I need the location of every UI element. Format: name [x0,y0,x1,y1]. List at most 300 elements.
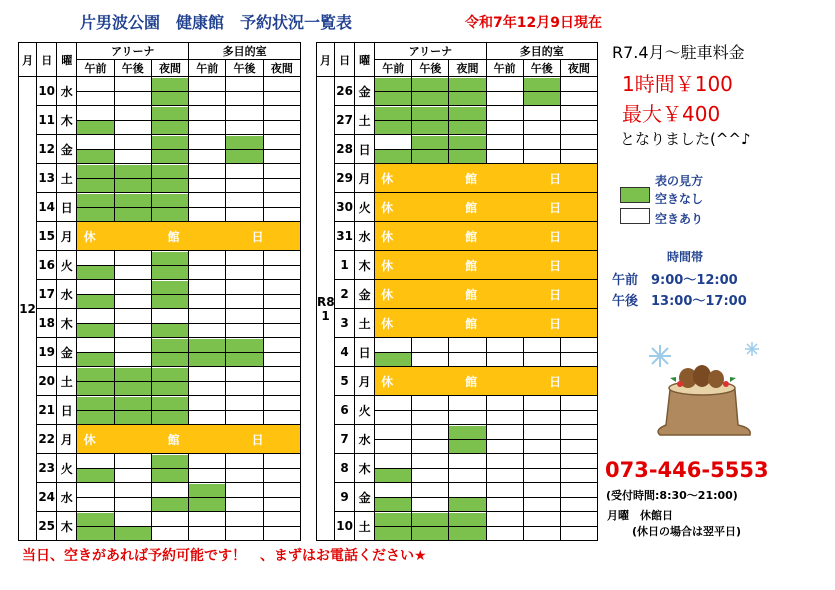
weekday-cell: 水 [57,280,77,309]
slot-open [561,120,597,134]
table-row [19,106,301,135]
slot-cell [77,512,114,541]
slot-open [189,78,225,91]
slot-open [189,120,225,134]
table-row [19,164,301,193]
slot-full [524,78,560,91]
slot-full [77,265,113,279]
schedule-body [317,77,598,541]
slot-full [152,381,188,395]
schedule-body [19,77,301,541]
slot-open [487,397,523,410]
slot-open [375,136,411,149]
slot-cell [189,512,226,541]
as-of-date: 令和7年12月9日現在 [465,15,602,31]
slot-open [487,526,523,540]
slot-open [449,352,485,366]
slot-full [375,120,411,134]
closed-day-subnote: (休日の場合は翌平日) [632,525,742,538]
slot-open [264,339,300,352]
slot-cell [523,106,560,135]
parking-fee-max: 最大￥400 [622,102,721,126]
slot-cell [263,367,300,396]
slot-cell [226,338,263,367]
slot-cell [189,164,226,193]
slot-open [264,410,300,424]
slot-open [561,78,597,91]
slot-full [152,252,188,265]
table-row [19,367,301,396]
slot-full [77,294,113,308]
table-row [317,135,598,164]
slot-open [412,455,448,468]
slot-open [189,149,225,163]
slot-full [375,497,411,511]
header-am: 午前 [375,60,412,77]
header-day: 日 [335,43,355,77]
slot-open [487,339,523,352]
slot-open [226,78,262,91]
slot-full [115,178,151,192]
slot-cell [523,396,560,425]
slot-full [115,526,151,540]
slot-cell [114,454,151,483]
slot-cell [486,396,523,425]
slot-full [375,107,411,120]
slot-cell [263,135,300,164]
slot-cell [114,338,151,367]
slot-open [412,339,448,352]
slot-open [226,397,262,410]
slot-open [264,381,300,395]
slot-full [77,397,113,410]
slot-open [226,207,262,221]
legend-title: 表の見方 [655,174,704,188]
phone-number[interactable]: 073-446-5553 [605,458,769,482]
weekday-cell: 金 [355,77,375,106]
slot-cell [486,106,523,135]
table-row [317,396,598,425]
slot-open [524,526,560,540]
header-multi: 多目的室 [486,43,597,60]
day-cell: 8 [335,454,355,483]
weekday-cell: 水 [355,222,375,251]
slot-cell [263,164,300,193]
slot-cell [77,483,114,512]
slot-open [487,468,523,482]
slot-open [524,497,560,511]
slot-cell [114,77,151,106]
slot-open [226,484,262,497]
slot-cell [560,106,597,135]
parking-fee-hourly: 1時間￥100 [622,72,733,96]
slot-open [264,265,300,279]
slot-cell [523,512,560,541]
weekday-cell: 月 [57,425,77,454]
slot-cell [189,483,226,512]
table-row [317,77,598,106]
slot-cell [375,106,412,135]
slot-cell [226,280,263,309]
slot-cell [114,396,151,425]
slot-cell [375,77,412,106]
header-weekday: 曜 [355,43,375,77]
slot-cell [226,512,263,541]
slot-open [226,194,262,207]
slot-cell [77,106,114,135]
table-row [19,251,301,280]
slot-cell [151,454,188,483]
slot-full [77,149,113,163]
slot-open [264,136,300,149]
slot-open [524,426,560,439]
legend-empty-swatch [620,208,650,224]
weekday-cell: 木 [57,106,77,135]
slot-open [226,91,262,105]
table-row [19,338,301,367]
slot-full [115,165,151,178]
weekday-cell: 木 [355,251,375,280]
slot-open [152,310,188,323]
slot-cell [226,77,263,106]
slot-open [524,410,560,424]
slot-open [152,526,188,540]
slot-open [115,265,151,279]
slot-open [487,352,523,366]
slot-open [189,207,225,221]
slot-open [115,323,151,337]
slot-cell [375,425,412,454]
table-row [19,512,301,541]
slot-full [152,339,188,352]
day-cell: 13 [37,164,57,193]
slot-full [189,484,225,497]
day-cell: 18 [37,309,57,338]
slot-open [189,513,225,526]
slot-cell [151,338,188,367]
slot-full [77,323,113,337]
slot-open [561,468,597,482]
slot-open [189,136,225,149]
slot-full [77,526,113,540]
slot-open [412,397,448,410]
day-cell: 27 [335,106,355,135]
day-cell: 14 [37,193,57,222]
slot-open [115,78,151,91]
header-arena: アリーナ [77,43,189,60]
closed-day-cell: 休 館 日 [375,193,598,222]
weekday-cell: 月 [57,222,77,251]
slot-open [264,513,300,526]
slot-open [264,484,300,497]
slot-open [412,426,448,439]
slot-cell [560,425,597,454]
schedule-table-january [316,42,598,541]
slot-open [226,526,262,540]
slot-full [412,107,448,120]
slot-open [189,178,225,192]
slot-open [561,455,597,468]
slot-full [375,78,411,91]
snowflake-icon [745,342,759,356]
slot-open [561,513,597,526]
slot-cell [486,338,523,367]
slot-open [561,91,597,105]
header-month: 月 [317,43,335,77]
slot-cell [189,309,226,338]
slot-full [77,120,113,134]
slot-open [226,281,262,294]
slot-open [412,410,448,424]
header-am: 午前 [77,60,114,77]
slot-cell [189,367,226,396]
slot-cell [189,396,226,425]
slot-open [375,410,411,424]
closed-day-cell: 休 館 日 [375,251,598,280]
slot-open [115,107,151,120]
slot-full [152,91,188,105]
header-night: 夜間 [151,60,188,77]
slot-cell [375,396,412,425]
schedule-table-december [18,42,301,541]
day-cell: 29 [335,164,355,193]
header-night: 夜間 [449,60,486,77]
slot-open [189,310,225,323]
slot-cell [412,454,449,483]
slot-full [152,165,188,178]
slot-full [375,468,411,482]
slot-open [115,484,151,497]
month-cell: R8 1 [317,77,335,541]
slot-open [226,107,262,120]
footer-note: 当日、空きがあれば予約可能です！ 、まずはお電話ください★ [22,548,427,564]
slot-cell [114,193,151,222]
table-row [19,483,301,512]
slot-open [264,497,300,511]
slot-cell [486,512,523,541]
slot-open [561,426,597,439]
slot-open [487,149,523,163]
slot-open [226,513,262,526]
table-row [317,367,598,396]
header-am: 午前 [486,60,523,77]
slot-full [226,339,262,352]
weekday-cell: 土 [57,164,77,193]
slot-open [77,107,113,120]
slot-open [561,497,597,511]
slot-open [115,455,151,468]
timezone-pm: 午後 13:00～17:00 [612,294,747,309]
slot-cell [486,483,523,512]
slot-full [375,352,411,366]
slot-cell [523,338,560,367]
slot-cell [189,454,226,483]
slot-open [524,513,560,526]
slot-full [412,149,448,163]
reception-hours: (受付時間:8:30～21:00) [606,489,738,502]
slot-open [264,252,300,265]
slot-open [189,91,225,105]
slot-open [189,323,225,337]
slot-cell [486,77,523,106]
day-cell: 6 [335,396,355,425]
slot-cell [114,135,151,164]
slot-full [152,107,188,120]
slot-cell [560,512,597,541]
parking-fee-tail: となりました(^^♪ [620,130,751,148]
slot-open [152,513,188,526]
slot-open [264,294,300,308]
slot-open [189,468,225,482]
slot-full [449,526,485,540]
slot-cell [151,483,188,512]
header-pm: 午後 [114,60,151,77]
slot-cell [151,77,188,106]
slot-open [115,281,151,294]
slot-cell [226,367,263,396]
slot-open [524,107,560,120]
slot-full [449,120,485,134]
slot-open [189,281,225,294]
slot-open [375,484,411,497]
slot-open [226,323,262,337]
slot-cell [226,135,263,164]
header-arena: アリーナ [375,43,486,60]
header-pm: 午後 [523,60,560,77]
slot-open [487,107,523,120]
slot-full [152,194,188,207]
slot-open [189,397,225,410]
header-weekday: 曜 [57,43,77,77]
slot-cell [560,454,597,483]
slot-cell [263,512,300,541]
day-cell: 12 [37,135,57,164]
slot-cell [263,280,300,309]
day-cell: 26 [335,77,355,106]
slot-open [524,397,560,410]
slot-full [449,91,485,105]
slot-open [77,497,113,511]
slot-cell [412,135,449,164]
table-row [317,338,598,367]
table-row [19,396,301,425]
legend-empty-label: 空きあり [655,212,704,226]
slot-cell [486,425,523,454]
slot-open [226,410,262,424]
weekday-cell: 金 [57,135,77,164]
weekday-cell: 水 [355,425,375,454]
slot-open [449,455,485,468]
slot-open [375,439,411,453]
slot-cell [226,309,263,338]
weekday-cell: 月 [355,164,375,193]
slot-open [189,410,225,424]
day-cell: 19 [37,338,57,367]
slot-full [77,410,113,424]
slot-cell [77,135,114,164]
day-cell: 31 [335,222,355,251]
slot-full [226,352,262,366]
slot-cell [114,309,151,338]
slot-full [524,91,560,105]
slot-full [77,513,113,526]
slot-cell [486,454,523,483]
table-row [19,280,301,309]
slot-open [77,91,113,105]
slot-cell [151,135,188,164]
slot-open [115,352,151,366]
slot-cell [523,483,560,512]
slot-open [487,91,523,105]
weekday-cell: 木 [57,512,77,541]
slot-full [152,149,188,163]
weekday-cell: 金 [355,280,375,309]
slot-open [264,194,300,207]
slot-open [226,497,262,511]
slot-open [264,368,300,381]
table-row [317,309,598,338]
slot-full [152,178,188,192]
slot-full [449,439,485,453]
slot-full [77,165,113,178]
slot-open [524,120,560,134]
slot-cell [523,135,560,164]
slot-full [189,352,225,366]
slot-open [226,294,262,308]
closed-day-cell: 休 館 日 [375,367,598,396]
closed-day-cell: 休 館 日 [375,280,598,309]
header-day: 日 [37,43,57,77]
slot-cell [263,338,300,367]
weekday-cell: 火 [355,396,375,425]
slot-cell [560,396,597,425]
slot-open [524,339,560,352]
slot-open [561,439,597,453]
slot-cell [486,135,523,164]
slot-open [264,352,300,366]
slot-cell [189,280,226,309]
slot-cell [449,483,486,512]
slot-cell [114,164,151,193]
slot-open [226,265,262,279]
table-row [19,222,301,251]
slot-cell [77,251,114,280]
weekday-cell: 火 [57,454,77,483]
table-row [19,454,301,483]
slot-open [375,339,411,352]
slot-cell [189,77,226,106]
slot-open [264,165,300,178]
slot-cell [560,338,597,367]
slot-cell [523,77,560,106]
slot-open [115,468,151,482]
slot-full [412,78,448,91]
slot-cell [375,135,412,164]
slot-cell [560,135,597,164]
slot-full [449,149,485,163]
weekday-cell: 日 [355,135,375,164]
slot-full [77,381,113,395]
table-row [19,309,301,338]
slot-cell [560,483,597,512]
table-row [317,280,598,309]
table-row [317,193,598,222]
header-pm: 午後 [412,60,449,77]
weekday-cell: 日 [355,338,375,367]
slot-cell [226,251,263,280]
slot-open [487,426,523,439]
table-row [19,135,301,164]
